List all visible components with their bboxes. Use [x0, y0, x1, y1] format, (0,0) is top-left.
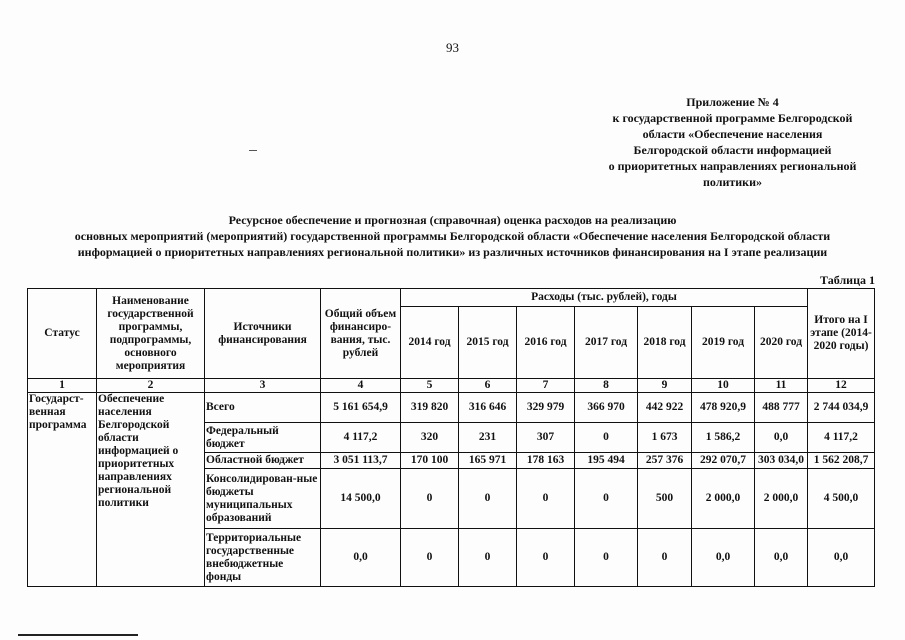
source-cell: Территориальные государственные внебюджетные фонды — [205, 529, 321, 587]
year-cell: 1 673 — [638, 423, 692, 453]
year-cell: 178 163 — [517, 453, 575, 469]
heading-line: Ресурсное обеспечение и прогнозная (справочная) оценка расходов на реализацию — [228, 213, 677, 227]
source-cell: Консолидирован-ные бюджеты муниципальных образований — [205, 469, 321, 529]
annex-line: Белгородской области информацией — [633, 143, 832, 157]
header-year: 2016 год — [517, 307, 575, 379]
year-cell: 500 — [638, 469, 692, 529]
annex-line: политики» — [702, 175, 763, 189]
year-cell: 0 — [401, 469, 459, 529]
column-number: 9 — [638, 379, 692, 393]
year-cell: 442 922 — [638, 393, 692, 423]
year-cell: 329 979 — [517, 393, 575, 423]
year-cell: 320 — [401, 423, 459, 453]
annex-line: области «Обеспечение населения — [642, 127, 823, 141]
header-name: Наименование государственной программы, подпрограммы, основного мероприятия — [97, 289, 205, 379]
year-cell: 307 — [517, 423, 575, 453]
header-year: 2017 год — [575, 307, 638, 379]
total-cell: 14 500,0 — [321, 469, 401, 529]
year-cell: 0 — [401, 529, 459, 587]
annex-line: о приоритетных направлениях региональной — [608, 159, 857, 173]
year-cell: 2 000,0 — [755, 469, 808, 529]
column-number: 7 — [517, 379, 575, 393]
year-cell: 195 494 — [575, 453, 638, 469]
year-cell: 0 — [575, 529, 638, 587]
column-number: 6 — [459, 379, 517, 393]
column-number: 8 — [575, 379, 638, 393]
stage-total-cell: 1 562 208,7 — [808, 453, 875, 469]
annex-block — [585, 94, 880, 190]
header-year: 2020 год — [755, 307, 808, 379]
header-status: Статус — [28, 289, 97, 379]
year-cell: 303 034,0 — [755, 453, 808, 469]
year-cell: 0,0 — [755, 423, 808, 453]
year-cell: 0,0 — [755, 529, 808, 587]
year-cell: 319 820 — [401, 393, 459, 423]
program-name-cell: Обеспечение населения Белгородской области информацией о приоритетных направлениях региональной политики — [97, 393, 205, 587]
year-cell: 0 — [459, 529, 517, 587]
year-cell: 257 376 — [638, 453, 692, 469]
source-cell: Всего — [205, 393, 321, 423]
year-cell: 0 — [638, 529, 692, 587]
header-year: 2019 год — [692, 307, 755, 379]
year-cell: 165 971 — [459, 453, 517, 469]
year-cell: 292 070,7 — [692, 453, 755, 469]
header-sources: Источники финансирования — [205, 289, 321, 379]
scan-mark — [249, 150, 257, 151]
heading-line: информацией о приоритетных направлениях региональной политики» из различных источников финансирования на I этапе реализации — [77, 245, 828, 259]
header-total: Общий объем финансиро-вания, тыс. рублей — [321, 289, 401, 379]
table-label: Таблица 1 — [820, 273, 875, 287]
year-cell: 1 586,2 — [692, 423, 755, 453]
total-cell: 0,0 — [321, 529, 401, 587]
year-cell: 0 — [575, 469, 638, 529]
year-cell: 0 — [575, 423, 638, 453]
annex-line: к государственной программе Белгородской — [612, 111, 853, 125]
total-cell: 3 051 113,7 — [321, 453, 401, 469]
total-cell: 5 161 654,9 — [321, 393, 401, 423]
column-number: 3 — [205, 379, 321, 393]
header-stage-total: Итого на I этапе (2014-2020 годы) — [808, 289, 875, 379]
year-cell: 0 — [517, 529, 575, 587]
header-year: 2014 год — [401, 307, 459, 379]
year-cell: 316 646 — [459, 393, 517, 423]
column-number: 11 — [755, 379, 808, 393]
source-cell: Федеральный бюджет — [205, 423, 321, 453]
year-cell: 366 970 — [575, 393, 638, 423]
column-number: 10 — [692, 379, 755, 393]
year-cell: 2 000,0 — [692, 469, 755, 529]
column-number: 12 — [808, 379, 875, 393]
year-cell: 488 777 — [755, 393, 808, 423]
total-cell: 4 117,2 — [321, 423, 401, 453]
header-year: 2015 год — [459, 307, 517, 379]
year-cell: 231 — [459, 423, 517, 453]
column-number: 4 — [321, 379, 401, 393]
document-heading — [30, 212, 875, 260]
stage-total-cell: 4 500,0 — [808, 469, 875, 529]
column-number: 5 — [401, 379, 459, 393]
heading-line: основных мероприятий (мероприятий) государственной программы Белгородской области «Обеспечение населения Белгородской области — [74, 229, 831, 243]
scan-edge-mark — [18, 634, 138, 636]
stage-total-cell: 2 744 034,9 — [808, 393, 875, 423]
header-expenses: Расходы (тыс. рублей), годы — [401, 289, 808, 307]
year-cell: 0 — [459, 469, 517, 529]
table-row — [28, 393, 875, 423]
year-cell: 478 920,9 — [692, 393, 755, 423]
source-cell: Областной бюджет — [205, 453, 321, 469]
header-year: 2018 год — [638, 307, 692, 379]
annex-line: Приложение № 4 — [686, 95, 779, 109]
year-cell: 170 100 — [401, 453, 459, 469]
year-cell: 0,0 — [692, 529, 755, 587]
stage-total-cell: 4 117,2 — [808, 423, 875, 453]
column-number: 2 — [97, 379, 205, 393]
status-cell: Государст-венная программа — [28, 393, 97, 587]
financing-table — [27, 288, 875, 587]
page-number: 93 — [446, 40, 459, 55]
column-number: 1 — [28, 379, 97, 393]
year-cell: 0 — [517, 469, 575, 529]
stage-total-cell: 0,0 — [808, 529, 875, 587]
